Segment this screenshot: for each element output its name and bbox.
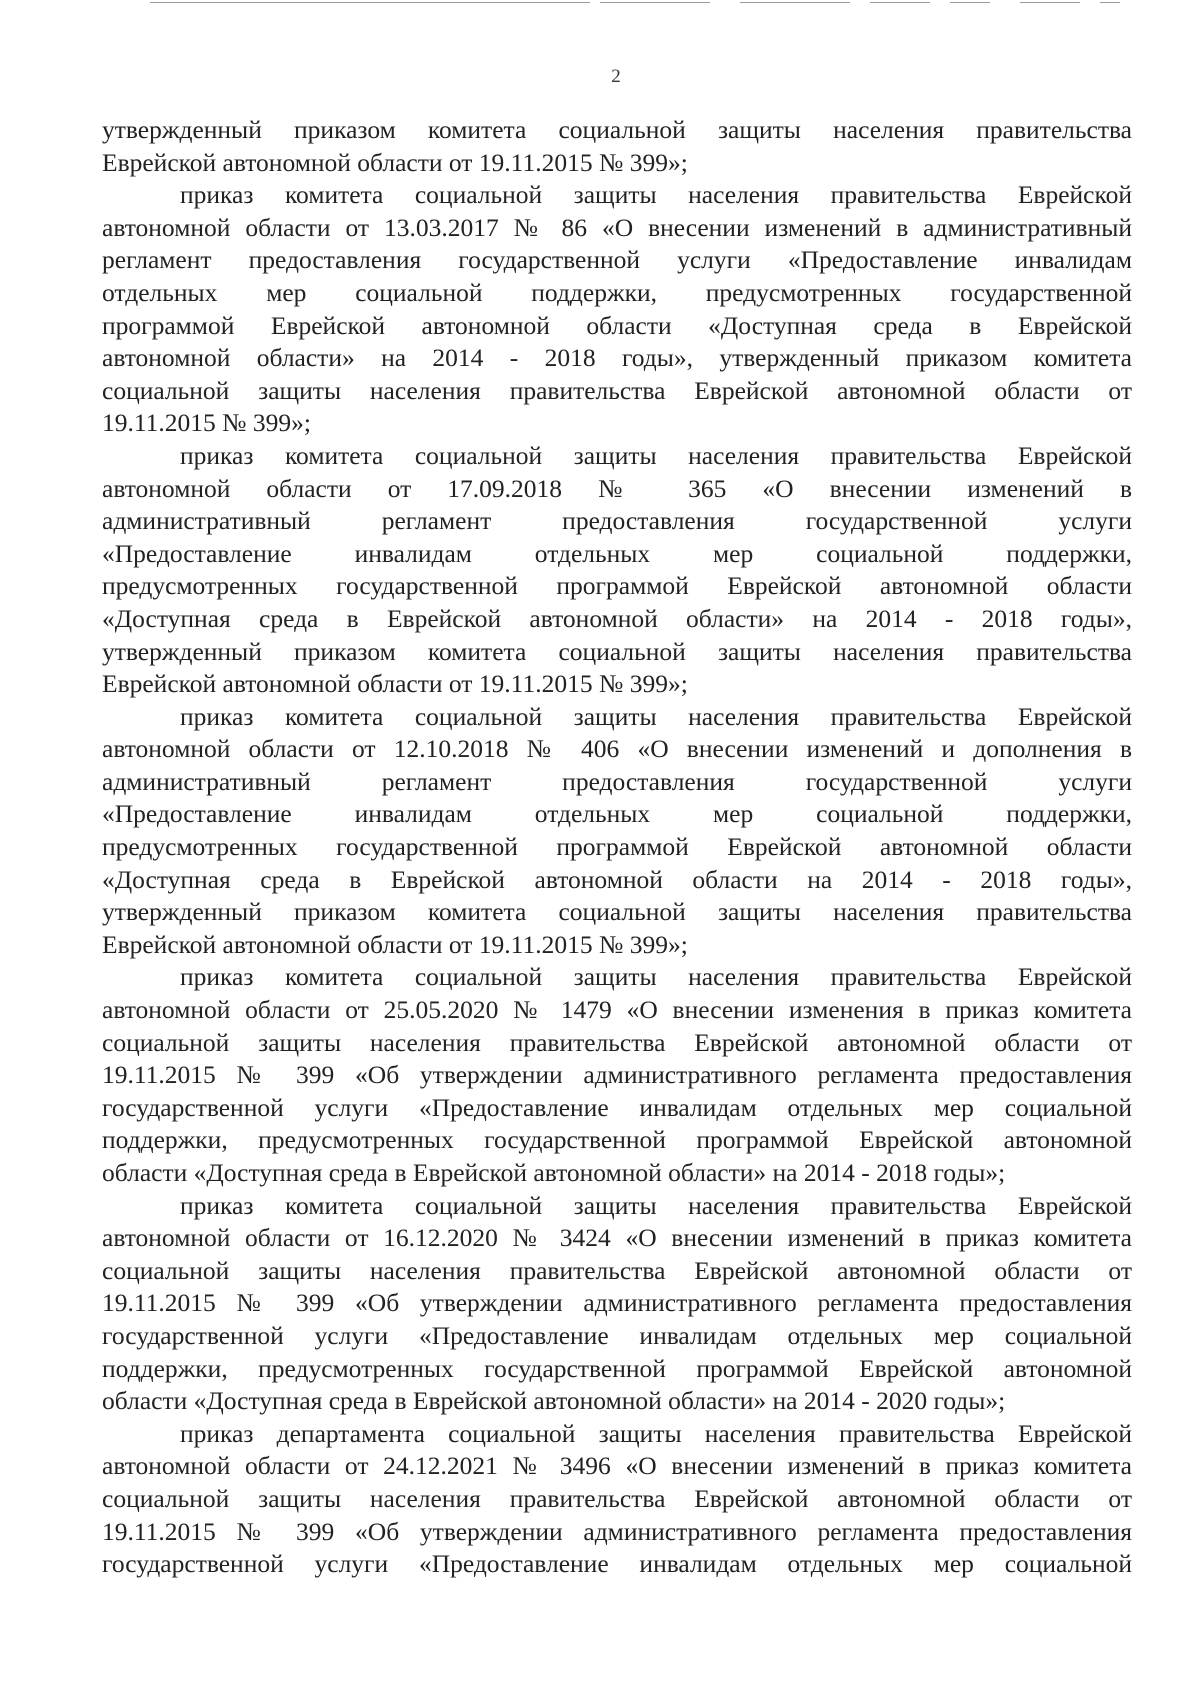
text-line: государственной услуги «Предоставление инвалидам отдельных мер социальной [102, 1092, 1132, 1122]
text-line: Еврейской автономной области от 19.11.2015 № 399»; [102, 669, 688, 699]
paragraph [102, 1190, 1132, 1418]
page-number: 2 [611, 66, 621, 87]
text-line: «Доступная среда в Еврейской автономной области на 2014 - 2018 годы», [102, 864, 1132, 894]
text-line: предусмотренных государственной программой Еврейской автономной области [102, 571, 1132, 601]
text-line: Еврейской автономной области от 19.11.2015 № 399»; [102, 929, 688, 959]
text-line: области «Доступная среда в Еврейской автономной области» на 2014 - 2020 годы»; [102, 1386, 1006, 1416]
text-line: утвержденный приказом комитета социальной защиты населения правительства [102, 115, 1132, 144]
paragraph [102, 961, 1132, 1189]
paragraph [102, 440, 1132, 701]
text-line: автономной области от 24.12.2021 № 3496 «О внесении изменений в приказ комитета [102, 1451, 1132, 1481]
text-line: поддержки, предусмотренных государственной программой Еврейской автономной [102, 1125, 1132, 1155]
scan-edge-artifact [0, 0, 1200, 8]
text-line: 19.11.2015 № 399 «Об утверждении административного регламента предоставления [102, 1516, 1132, 1546]
text-line: социальной защиты населения правительства Еврейской автономной области от [102, 1483, 1132, 1513]
text-line: автономной области от 25.05.2020 № 1479 «О внесении изменения в приказ комитета [102, 995, 1132, 1025]
text-line: приказ комитета социальной защиты населения правительства Еврейской [180, 701, 1132, 731]
document-body [102, 114, 1132, 1581]
text-line: Еврейской автономной области от 19.11.2015 № 399»; [102, 147, 688, 177]
text-line: 19.11.2015 № 399»; [102, 408, 311, 438]
text-line: автономной области от 16.12.2020 № 3424 «О внесении изменений в приказ комитета [102, 1223, 1132, 1253]
text-line: «Доступная среда в Еврейской автономной области» на 2014 - 2018 годы», [102, 603, 1132, 633]
text-line: 19.11.2015 № 399 «Об утверждении административного регламента предоставления [102, 1060, 1132, 1090]
text-line: области «Доступная среда в Еврейской автономной области» на 2014 - 2018 годы»; [102, 1158, 1006, 1187]
text-line: 19.11.2015 № 399 «Об утверждении административного регламента предоставления [102, 1288, 1132, 1318]
text-line: утвержденный приказом комитета социальной защиты населения правительства [102, 636, 1132, 666]
text-line: «Предоставление инвалидам отдельных мер социальной поддержки, [102, 799, 1132, 829]
paragraph [102, 114, 1132, 179]
text-line: предусмотренных государственной программой Еврейской автономной области [102, 832, 1132, 862]
text-line: административный регламент предоставления государственной услуги [102, 766, 1132, 796]
text-line: регламент предоставления государственной услуги «Предоставление инвалидам [102, 245, 1132, 275]
text-line: государственной услуги «Предоставление инвалидам отдельных мер социальной [102, 1320, 1132, 1350]
text-line: отдельных мер социальной поддержки, предусмотренных государственной [102, 277, 1132, 307]
text-line: социальной защиты населения правительства Еврейской автономной области от [102, 375, 1132, 405]
text-line: утвержденный приказом комитета социальной защиты населения правительства [102, 897, 1132, 927]
text-line: социальной защиты населения правительства Еврейской автономной области от [102, 1027, 1132, 1057]
text-line: приказ департамента социальной защиты населения правительства Еврейской [180, 1418, 1132, 1448]
text-line: автономной области от 13.03.2017 № 86 «О внесении изменений в административный [102, 212, 1132, 242]
text-line: социальной защиты населения правительства Еврейской автономной области от [102, 1255, 1132, 1285]
text-line: автономной области» на 2014 - 2018 годы», утвержденный приказом комитета [102, 343, 1132, 373]
paragraph [102, 701, 1132, 962]
text-line: программой Еврейской автономной области «Доступная среда в Еврейской [102, 310, 1132, 340]
text-line: поддержки, предусмотренных государственной программой Еврейской автономной [102, 1353, 1132, 1383]
text-line: приказ комитета социальной защиты населения правительства Еврейской [180, 1190, 1132, 1220]
paragraph [102, 179, 1132, 440]
text-line: приказ комитета социальной защиты населения правительства Еврейской [180, 962, 1132, 992]
text-line: административный регламент предоставления государственной услуги [102, 506, 1132, 536]
paragraph [102, 1418, 1132, 1581]
text-line: приказ комитета социальной защиты населения правительства Еврейской [180, 440, 1132, 470]
text-line: автономной области от 17.09.2018 № 365 «О внесении изменений в [102, 473, 1132, 503]
text-line: «Предоставление инвалидам отдельных мер социальной поддержки, [102, 538, 1132, 568]
text-line: государственной услуги «Предоставление инвалидам отдельных мер социальной [102, 1549, 1132, 1579]
text-line: приказ комитета социальной защиты населения правительства Еврейской [180, 180, 1132, 210]
text-line: автономной области от 12.10.2018 № 406 «О внесении изменений и дополнения в [102, 734, 1132, 764]
